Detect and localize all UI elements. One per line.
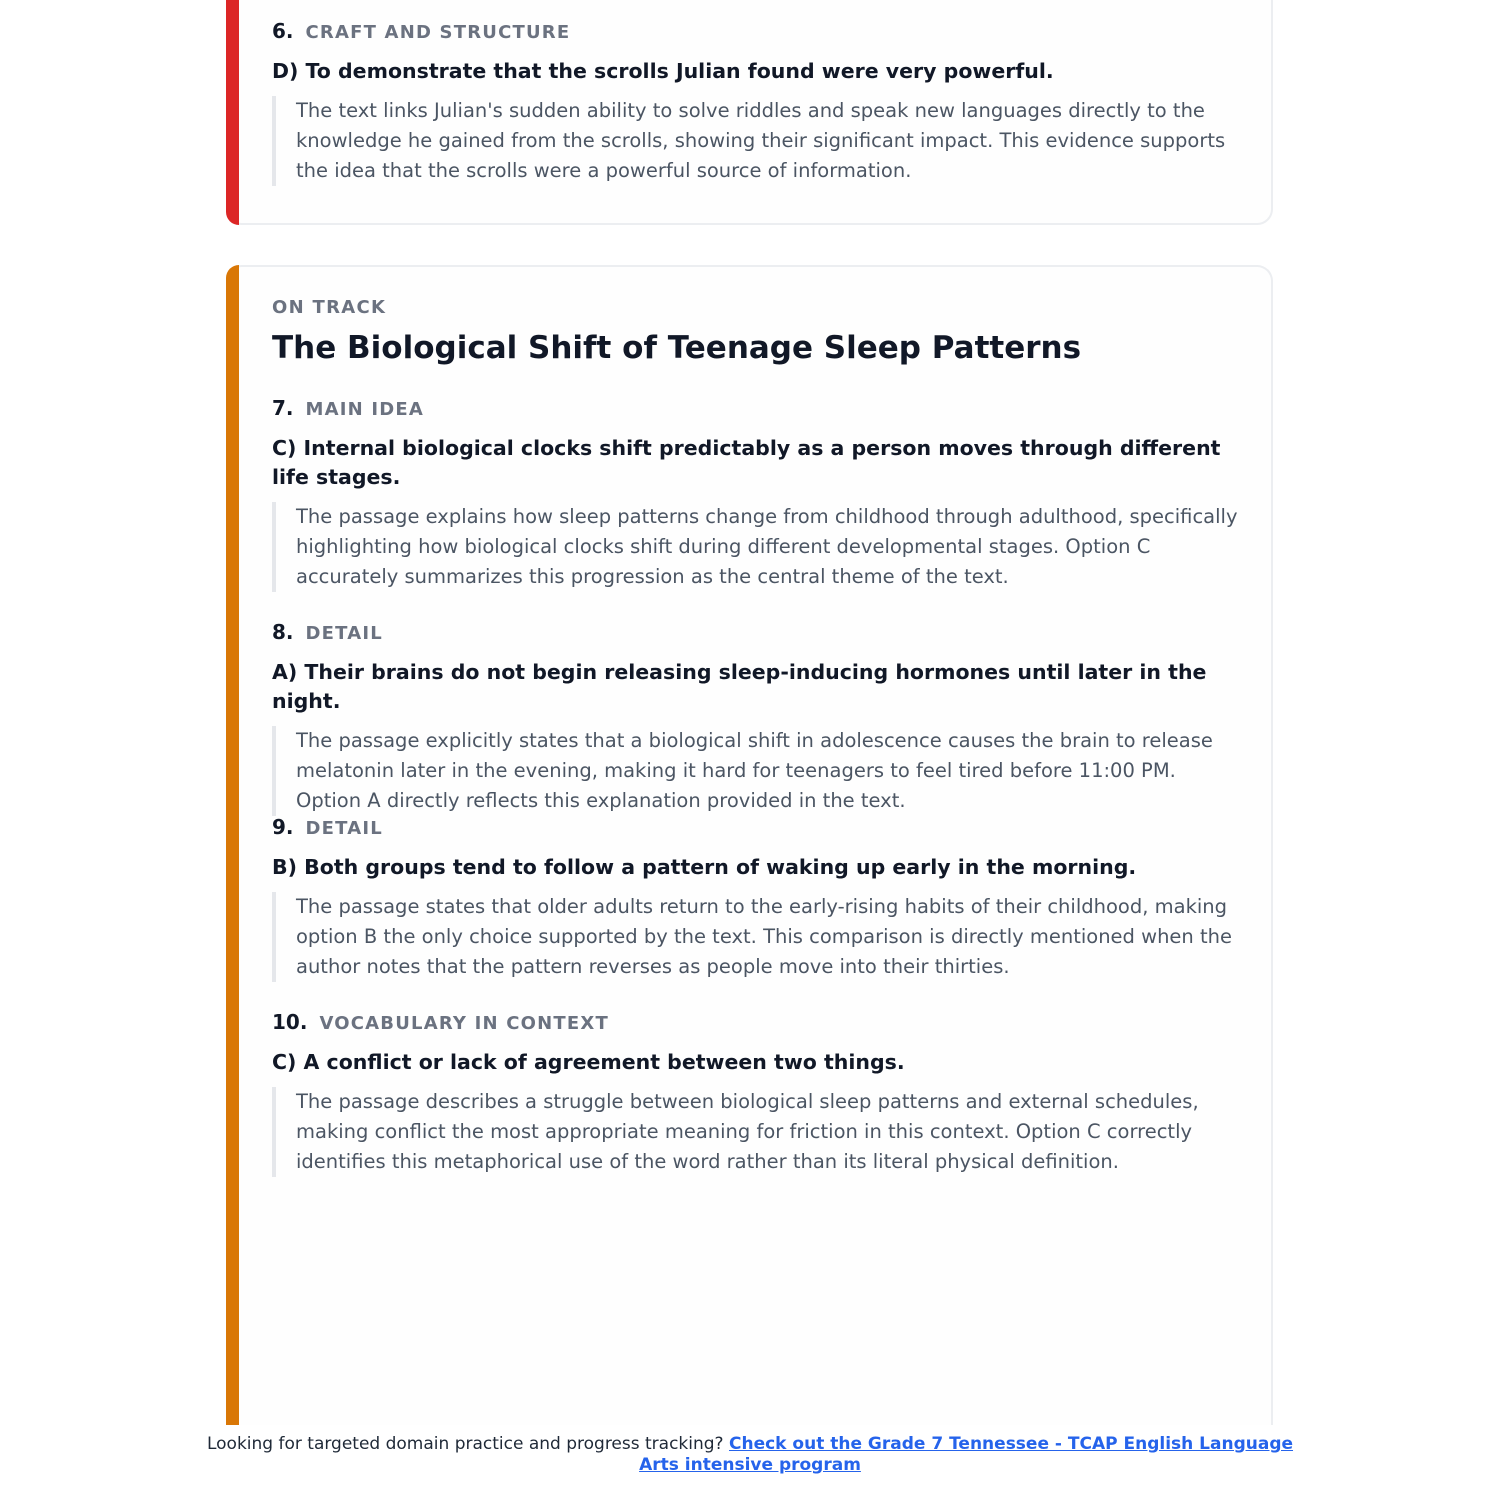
question-8 <box>272 620 1241 816</box>
question-6 <box>272 19 1241 186</box>
question-header <box>272 815 1241 845</box>
answer-explanation: The passage explicitly states that a biological shift in adolescence causes the brain to release melatonin later in the evening, making it hard for teenagers to feel tired before 11:00 PM. Option A directly reflects this explanation provided in the text. <box>272 726 1241 816</box>
question-category: CRAFT AND STRUCTURE <box>305 22 571 43</box>
correct-answer: A) Their brains do not begin releasing sleep-inducing hormones until later in the night. <box>272 660 1207 713</box>
question-9 <box>272 815 1241 982</box>
correct-answer: B) Both groups tend to follow a pattern of waking up early in the morning. <box>272 855 1137 879</box>
answer-card-passage <box>226 265 1273 1425</box>
question-header <box>272 396 1241 426</box>
program-link[interactable]: Check out the Grade 7 Tennessee - TCAP English Language Arts intensive program <box>639 1434 1294 1475</box>
question-header <box>272 19 1241 49</box>
question-category: MAIN IDEA <box>305 399 425 420</box>
question-10 <box>272 1010 1241 1177</box>
answer-explanation: The passage states that older adults return to the early-rising habits of their childhood, making option B the only choice supported by the text. This comparison is directly mentioned when the author notes that the pattern reverses as people move into their thirties. <box>272 892 1241 982</box>
question-7 <box>272 396 1241 592</box>
accent-stripe-red <box>226 0 239 225</box>
correct-answer: D) To demonstrate that the scrolls Julian found were very powerful. <box>272 59 1054 83</box>
correct-answer: C) A conflict or lack of agreement between two things. <box>272 1050 905 1074</box>
passage-title: The Biological Shift of Teenage Sleep Patterns <box>272 330 1082 366</box>
answer-card-previous <box>226 0 1273 225</box>
answer-explanation: The passage describes a struggle between biological sleep patterns and external schedules, making conflict the most appropriate meaning for friction in this context. Option C correctly identifies this metaphorical use of the word rather than its literal physical definition. <box>272 1087 1241 1177</box>
status-label: ON TRACK <box>272 297 387 318</box>
question-number: 7. <box>272 396 294 420</box>
question-category: VOCABULARY IN CONTEXT <box>319 1013 609 1034</box>
question-number: 9. <box>272 815 294 839</box>
question-header <box>272 1010 1241 1040</box>
question-number: 10. <box>272 1010 308 1034</box>
question-category: DETAIL <box>305 818 383 839</box>
answer-explanation: The text links Julian's sudden ability to solve riddles and speak new languages directly to the knowledge he gained from the scrolls, showing their significant impact. This evidence supports the idea that the scrolls were a powerful source of information. <box>272 96 1241 186</box>
question-number: 6. <box>272 19 294 43</box>
accent-stripe-orange <box>226 265 239 1425</box>
correct-answer: C) Internal biological clocks shift predictably as a person moves through different life stages. <box>272 436 1221 489</box>
footer-promo <box>200 1434 1300 1476</box>
passage-header <box>272 297 1241 366</box>
question-category: DETAIL <box>305 623 383 644</box>
question-header <box>272 620 1241 650</box>
footer-text: Looking for targeted domain practice and progress tracking? <box>206 1434 724 1454</box>
question-number: 8. <box>272 620 294 644</box>
answer-explanation: The passage explains how sleep patterns change from childhood through adulthood, specifically highlighting how biological clocks shift during different developmental stages. Option C accurately summarizes this progression as the central theme of the text. <box>272 502 1241 592</box>
